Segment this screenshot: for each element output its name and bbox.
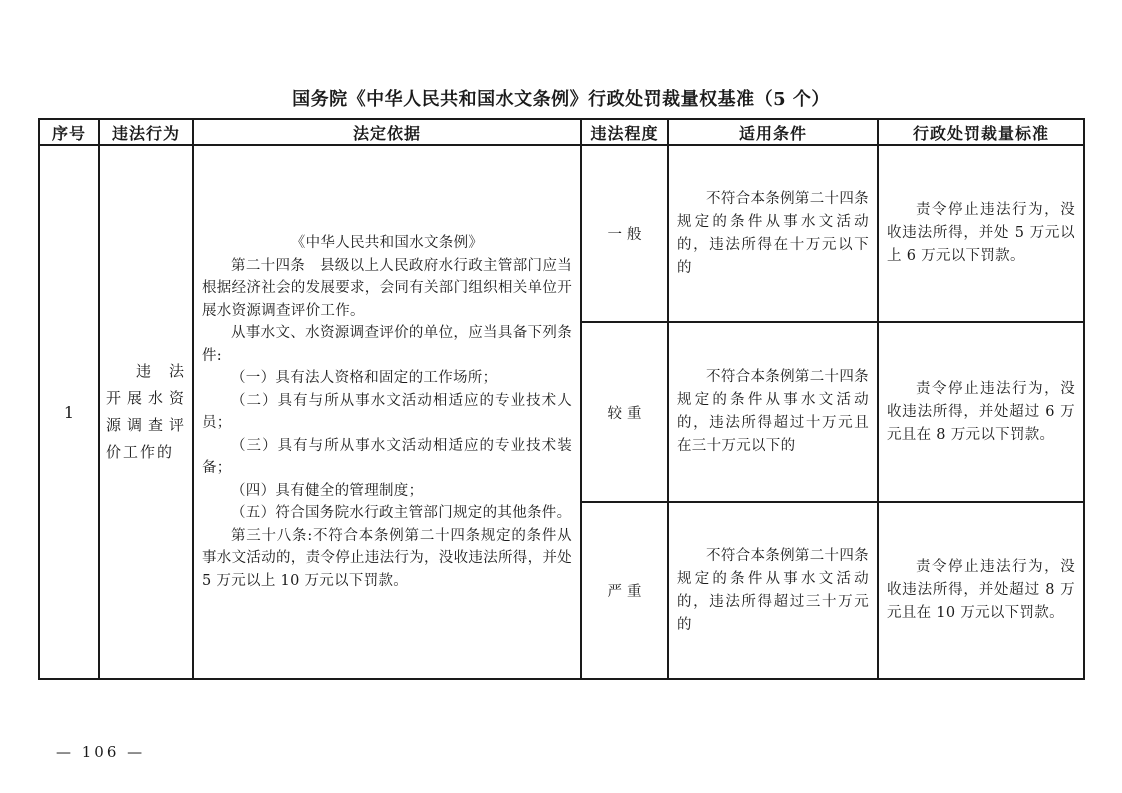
cell-degree-general: 一般 (581, 145, 668, 322)
legal-basis-condition-2: （二）具有与所从事水文活动相适应的专业技术人员； (202, 392, 572, 431)
standard-general-text: 责令停止违法行为，没收违法所得，并处 5 万元以上 6 万元以下罚款。 (887, 202, 1075, 264)
cell-condition-serious (668, 502, 878, 679)
cell-condition-heavier (668, 322, 878, 502)
legal-basis-article-38: 第三十八条:不符合本条例第二十四条规定的条件从事水文活动的，责令停止违法行为，没收违法所得，并处 5 万元以上 10 万元以下罚款。 (202, 527, 572, 589)
cell-standard-serious (878, 502, 1084, 679)
cell-illegal-behavior (99, 145, 193, 679)
cell-condition-general (668, 145, 878, 322)
col-header-standard: 行政处罚裁量标准 (878, 119, 1084, 145)
cell-degree-heavier: 较重 (581, 322, 668, 502)
col-header-legal-basis: 法定依据 (193, 119, 581, 145)
col-header-condition: 适用条件 (668, 119, 878, 145)
table-header-row (39, 119, 1084, 145)
col-header-behavior: 违法行为 (99, 119, 193, 145)
penalty-standards-table (38, 118, 1085, 680)
cell-standard-heavier (878, 322, 1084, 502)
legal-basis-condition-5: （五）符合国务院水行政主管部门规定的其他条件。 (231, 505, 572, 521)
legal-basis-article-24: 第二十四条 县级以上人民政府水行政主管部门应当根据经济社会的发展要求，会同有关部门组织相关单位开展水资源调查评价工作。 (202, 257, 572, 319)
condition-serious-text: 不符合本条例第二十四条规定的条件从事水文活动的，违法所得超过三十万元的 (677, 547, 869, 633)
legal-basis-text (202, 232, 572, 592)
col-header-degree: 违法程度 (581, 119, 668, 145)
legal-basis-conditions-intro: 从事水文、水资源调查评价的单位，应当具备下列条件: (202, 325, 572, 364)
cell-row-index: 1 (39, 145, 99, 679)
illegal-behavior-text: 违法开展水资源调查评价工作的 (106, 362, 186, 461)
condition-general-text: 不符合本条例第二十四条规定的条件从事水文活动的，违法所得在十万元以下的 (677, 190, 869, 276)
cell-legal-basis (193, 145, 581, 679)
page-title: 国务院《中华人民共和国水文条例》行政处罚裁量权基准（5 个） (292, 89, 830, 110)
legal-basis-condition-4: （四）具有健全的管理制度； (231, 482, 424, 499)
standard-heavier-text: 责令停止违法行为，没收违法所得，并处超过 6 万元且在 8 万元以下罚款。 (887, 380, 1075, 443)
cell-degree-serious: 严重 (581, 502, 668, 679)
legal-basis-condition-1: （一）具有法人资格和固定的工作场所； (231, 370, 498, 386)
table-row-degree-general (39, 145, 1084, 322)
condition-heavier-text: 不符合本条例第二十四条规定的条件从事水文活动的，违法所得超过十万元且在三十万元以下的 (677, 369, 869, 454)
col-header-index: 序号 (39, 119, 99, 145)
page-number: — 106 — (56, 743, 146, 761)
cell-standard-general (878, 145, 1084, 322)
legal-basis-heading: 《中华人民共和国水文条例》 (290, 235, 484, 251)
standard-serious-text: 责令停止违法行为，没收违法所得，并处超过 8 万元且在 10 万元以下罚款。 (887, 559, 1075, 621)
legal-basis-condition-3: （三）具有与所从事水文活动相适应的专业技术装备； (202, 437, 572, 476)
